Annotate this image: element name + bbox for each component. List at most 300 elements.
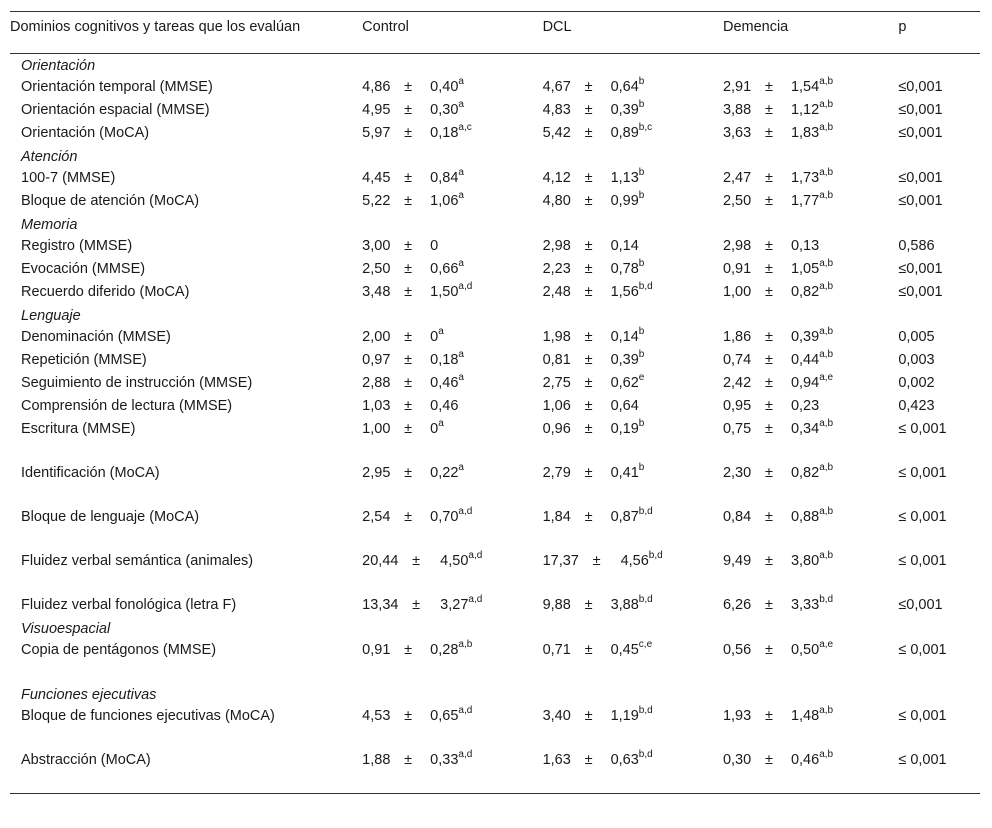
plus-minus: ±: [404, 329, 413, 345]
mean-value: 6,26: [722, 597, 752, 613]
significance-superscript: e: [638, 372, 645, 384]
significance-superscript: a: [458, 372, 464, 384]
sd-value: 0,23: [790, 398, 820, 414]
sd-value: 0,46: [430, 398, 459, 414]
mean-value: 5,22: [362, 193, 391, 209]
plus-minus: ±: [404, 125, 413, 141]
sd-value: 0,64: [610, 79, 639, 95]
table-body: [10, 54, 980, 794]
table-row: [10, 281, 980, 304]
cell-control: [362, 550, 542, 594]
cell-dem: [723, 594, 898, 617]
sd-value: 3,27: [440, 597, 469, 613]
significance-superscript: b: [638, 167, 645, 179]
significance-superscript: a,b: [458, 639, 473, 651]
significance-superscript: a,e: [819, 372, 834, 384]
row-label: Evocación (MMSE): [21, 261, 146, 277]
row-label: Orientación (MoCA): [21, 125, 150, 141]
significance-superscript: a,e: [819, 639, 834, 651]
plus-minus: ±: [404, 398, 413, 414]
table-row: [10, 372, 980, 395]
mean-value: 1,03: [362, 398, 391, 414]
mean-value: 1,93: [722, 708, 752, 724]
mean-value: 1,84: [542, 509, 571, 525]
plus-minus: ±: [404, 375, 413, 391]
mean-value: 2,98: [722, 238, 752, 254]
plus-minus: ±: [584, 352, 593, 368]
significance-superscript: a: [458, 462, 464, 474]
significance-superscript: a,b: [819, 326, 834, 338]
cell-dcl: [543, 76, 723, 99]
table-row: [10, 639, 980, 683]
mean-value: 0,81: [542, 352, 571, 368]
cell-dem: [723, 705, 898, 749]
significance-superscript: a,d: [458, 281, 473, 293]
cell-dem: [723, 326, 898, 349]
cell-dcl: [543, 258, 723, 281]
plus-minus: ±: [764, 708, 773, 724]
plus-minus: ±: [404, 708, 413, 724]
header-row: [10, 12, 980, 54]
plus-minus: ±: [412, 553, 421, 569]
cell-dem: [723, 418, 898, 462]
significance-superscript: a,b: [819, 99, 834, 111]
significance-superscript: a,d: [458, 705, 473, 717]
row-label: Abstracción (MoCA): [21, 752, 151, 768]
sd-value: 4,56: [620, 553, 649, 569]
results-table: [10, 11, 980, 794]
plus-minus: ±: [404, 642, 413, 658]
mean-value: 2,91: [722, 79, 752, 95]
sd-value: 1,05: [790, 261, 820, 277]
p-value: ≤0,001: [898, 102, 943, 118]
mean-value: 4,80: [542, 193, 571, 209]
mean-value: 0,84: [722, 509, 752, 525]
section-row: [10, 213, 980, 235]
cell-dcl: [543, 349, 723, 372]
cell-dcl: [543, 594, 723, 617]
mean-value: 2,75: [542, 375, 571, 391]
sd-value: 1,73: [790, 170, 820, 186]
section-title: Visuoespacial: [21, 621, 111, 637]
cell-dem: [723, 462, 898, 506]
sd-value: 1,50: [430, 284, 459, 300]
plus-minus: ±: [764, 170, 773, 186]
table-row: [10, 99, 980, 122]
cell-dem: [723, 235, 898, 258]
cell-control: [362, 235, 542, 258]
plus-minus: ±: [584, 465, 593, 481]
p-value: ≤0,001: [898, 284, 943, 300]
section-title: Lenguaje: [21, 308, 81, 324]
row-label: Orientación temporal (MMSE): [21, 79, 213, 95]
sd-value: 0,22: [430, 465, 459, 481]
cell-dem: [723, 749, 898, 794]
significance-superscript: a,b: [819, 190, 834, 202]
significance-superscript: a,b: [819, 550, 834, 562]
cell-control: [362, 281, 542, 304]
cell-dem: [723, 349, 898, 372]
sd-value: 1,83: [790, 125, 820, 141]
sd-value: 1,06: [430, 193, 459, 209]
sd-value: 0,82: [790, 284, 820, 300]
row-label: Fluidez verbal fonológica (letra F): [21, 597, 237, 613]
sd-value: 0,34: [790, 421, 820, 437]
section-title: Atención: [21, 149, 78, 165]
plus-minus: ±: [584, 170, 593, 186]
significance-superscript: a: [438, 418, 444, 430]
table-row: [10, 506, 980, 550]
plus-minus: ±: [764, 284, 773, 300]
table-row: [10, 235, 980, 258]
row-label: Recuerdo diferido (MoCA): [21, 284, 190, 300]
row-label: Comprensión de lectura (MMSE): [21, 398, 233, 414]
plus-minus: ±: [764, 642, 773, 658]
cell-dem: [723, 372, 898, 395]
p-value: ≤ 0,001: [898, 553, 947, 569]
cell-dcl: [543, 705, 723, 749]
table-row: [10, 326, 980, 349]
row-label: Orientación espacial (MMSE): [21, 102, 210, 118]
p-value: ≤0,001: [898, 125, 943, 141]
plus-minus: ±: [764, 398, 773, 414]
cell-dem: [723, 395, 898, 418]
cell-control: [362, 749, 542, 794]
significance-superscript: a,d: [468, 594, 483, 606]
row-label: Escritura (MMSE): [21, 421, 136, 437]
significance-superscript: a,b: [819, 167, 834, 179]
mean-value: 2,50: [362, 261, 391, 277]
sd-value: 0,50: [790, 642, 820, 658]
mean-value: 3,88: [722, 102, 752, 118]
plus-minus: ±: [584, 509, 593, 525]
plus-minus: ±: [584, 398, 593, 414]
sd-value: 0,88: [790, 509, 820, 525]
plus-minus: ±: [584, 375, 593, 391]
mean-value: 0,74: [722, 352, 752, 368]
table-row: [10, 462, 980, 506]
plus-minus: ±: [764, 509, 773, 525]
cell-dem: [723, 190, 898, 213]
mean-value: 4,86: [362, 79, 391, 95]
p-value: ≤0,001: [898, 597, 943, 613]
significance-superscript: b: [638, 258, 645, 270]
mean-value: 3,00: [362, 238, 391, 254]
significance-superscript: a,d: [458, 506, 473, 518]
sd-value: 0,99: [610, 193, 639, 209]
cell-dem: [723, 76, 898, 99]
cell-control: [362, 506, 542, 550]
significance-superscript: a,d: [458, 749, 473, 761]
mean-value: 1,86: [722, 329, 752, 345]
row-label: Seguimiento de instrucción (MMSE): [21, 375, 253, 391]
significance-superscript: a,b: [819, 349, 834, 361]
significance-superscript: a: [438, 326, 444, 338]
mean-value: 4,83: [542, 102, 571, 118]
cell-dcl: [543, 167, 723, 190]
cell-dcl: [543, 506, 723, 550]
table-row: [10, 349, 980, 372]
sd-value: 0,46: [430, 375, 459, 391]
header-dcl: DCL: [542, 19, 572, 35]
mean-value: 3,63: [722, 125, 752, 141]
sd-value: 0,39: [610, 102, 639, 118]
significance-superscript: b: [638, 76, 645, 88]
cell-dem: [723, 167, 898, 190]
significance-superscript: b: [638, 418, 645, 430]
plus-minus: ±: [584, 79, 593, 95]
table-row: [10, 749, 980, 794]
sd-value: 1,77: [790, 193, 820, 209]
sd-value: 0: [430, 329, 439, 345]
table-row: [10, 705, 980, 749]
cell-dcl: [543, 395, 723, 418]
plus-minus: ±: [404, 752, 413, 768]
significance-superscript: a,d: [468, 550, 483, 562]
plus-minus: ±: [764, 238, 773, 254]
plus-minus: ±: [404, 509, 413, 525]
sd-value: 0,33: [430, 752, 459, 768]
section-row: [10, 683, 980, 705]
sd-value: 0,28: [430, 642, 459, 658]
significance-superscript: b,d: [819, 594, 834, 606]
cell-dcl: [543, 418, 723, 462]
table-row: [10, 594, 980, 617]
plus-minus: ±: [764, 352, 773, 368]
mean-value: 4,53: [362, 708, 391, 724]
cell-dem: [723, 506, 898, 550]
cell-control: [362, 372, 542, 395]
significance-superscript: b,d: [638, 506, 653, 518]
cell-dcl: [543, 190, 723, 213]
plus-minus: ±: [584, 284, 593, 300]
row-label: Bloque de lenguaje (MoCA): [21, 509, 200, 525]
sd-value: 0,94: [790, 375, 820, 391]
cell-control: [362, 258, 542, 281]
plus-minus: ±: [404, 170, 413, 186]
significance-superscript: b: [638, 349, 645, 361]
sd-value: 1,56: [610, 284, 639, 300]
sd-value: 4,50: [440, 553, 469, 569]
sd-value: 3,88: [610, 597, 639, 613]
mean-value: 2,23: [542, 261, 571, 277]
significance-superscript: b: [638, 190, 645, 202]
significance-superscript: a,b: [819, 506, 834, 518]
cell-dcl: [543, 639, 723, 683]
p-value: ≤ 0,001: [898, 752, 947, 768]
mean-value: 5,97: [362, 125, 391, 141]
sd-value: 1,48: [790, 708, 820, 724]
mean-value: 5,42: [542, 125, 571, 141]
sd-value: 0,66: [430, 261, 459, 277]
cell-dem: [723, 639, 898, 683]
plus-minus: ±: [404, 352, 413, 368]
cell-dem: [723, 550, 898, 594]
plus-minus: ±: [764, 421, 773, 437]
table-row: [10, 418, 980, 462]
plus-minus: ±: [764, 261, 773, 277]
sd-value: 0,18: [430, 125, 459, 141]
mean-value: 4,12: [542, 170, 571, 186]
significance-superscript: b,d: [648, 550, 663, 562]
significance-superscript: b,d: [638, 281, 653, 293]
mean-value: 2,95: [362, 465, 391, 481]
significance-superscript: b: [638, 462, 645, 474]
sd-value: 0,41: [610, 465, 639, 481]
plus-minus: ±: [764, 597, 773, 613]
cell-control: [362, 395, 542, 418]
plus-minus: ±: [404, 261, 413, 277]
plus-minus: ±: [584, 238, 593, 254]
cell-dcl: [543, 749, 723, 794]
mean-value: 2,79: [542, 465, 571, 481]
cell-dcl: [543, 550, 723, 594]
cell-control: [362, 705, 542, 749]
header-domain: Dominios cognitivos y tareas que los evalúan: [10, 19, 301, 35]
sd-value: 0,70: [430, 509, 459, 525]
significance-superscript: a: [458, 349, 464, 361]
plus-minus: ±: [592, 553, 601, 569]
significance-superscript: a: [458, 76, 464, 88]
significance-superscript: b,c: [638, 122, 653, 134]
mean-value: 0,56: [722, 642, 752, 658]
mean-value: 2,48: [542, 284, 571, 300]
significance-superscript: a: [458, 258, 464, 270]
mean-value: 2,30: [722, 465, 752, 481]
significance-superscript: a,b: [819, 281, 834, 293]
cell-dcl: [543, 372, 723, 395]
sd-value: 3,33: [790, 597, 820, 613]
section-row: [10, 617, 980, 639]
plus-minus: ±: [764, 102, 773, 118]
cell-control: [362, 639, 542, 683]
plus-minus: ±: [584, 708, 593, 724]
mean-value: 2,00: [362, 329, 391, 345]
plus-minus: ±: [764, 465, 773, 481]
cell-control: [362, 99, 542, 122]
sd-value: 0,13: [790, 238, 820, 254]
cell-control: [362, 190, 542, 213]
p-value: 0,003: [898, 352, 935, 368]
sd-value: 1,12: [790, 102, 820, 118]
sd-value: 0,39: [610, 352, 639, 368]
sd-value: 0,44: [790, 352, 820, 368]
mean-value: 9,49: [722, 553, 752, 569]
sd-value: 0,82: [790, 465, 820, 481]
section-row: [10, 54, 980, 77]
cell-control: [362, 349, 542, 372]
significance-superscript: a,b: [819, 122, 834, 134]
p-value: 0,005: [898, 329, 935, 345]
row-label: Identificación (MoCA): [21, 465, 160, 481]
sd-value: 0: [430, 238, 439, 254]
p-value: ≤ 0,001: [898, 421, 947, 437]
sd-value: 0,14: [610, 329, 639, 345]
significance-superscript: a: [458, 167, 464, 179]
table-row: [10, 395, 980, 418]
header-p: p: [898, 19, 907, 35]
mean-value: 1,06: [542, 398, 571, 414]
p-value: 0,423: [898, 398, 935, 414]
mean-value: 1,00: [362, 421, 391, 437]
cell-control: [362, 122, 542, 145]
significance-superscript: b: [638, 99, 645, 111]
plus-minus: ±: [584, 597, 593, 613]
plus-minus: ±: [404, 465, 413, 481]
p-value: ≤ 0,001: [898, 465, 947, 481]
significance-superscript: a,b: [819, 749, 834, 761]
row-label: Fluidez verbal semántica (animales): [21, 553, 254, 569]
plus-minus: ±: [584, 125, 593, 141]
mean-value: 17,37: [542, 553, 579, 569]
table-row: [10, 258, 980, 281]
sd-value: 1,13: [610, 170, 639, 186]
row-label: Bloque de atención (MoCA): [21, 193, 200, 209]
row-label: Denominación (MMSE): [21, 329, 171, 345]
cell-control: [362, 76, 542, 99]
sd-value: 0,18: [430, 352, 459, 368]
section-row: [10, 145, 980, 167]
mean-value: 1,88: [362, 752, 391, 768]
sd-value: 0,19: [610, 421, 639, 437]
header-control: Control: [362, 19, 409, 35]
mean-value: 9,88: [542, 597, 571, 613]
significance-superscript: a,c: [458, 122, 472, 134]
p-value: ≤0,001: [898, 170, 943, 186]
mean-value: 2,54: [362, 509, 391, 525]
sd-value: 0,78: [610, 261, 639, 277]
plus-minus: ±: [584, 261, 593, 277]
table-row: [10, 190, 980, 213]
mean-value: 3,48: [362, 284, 391, 300]
mean-value: 2,98: [542, 238, 571, 254]
plus-minus: ±: [764, 79, 773, 95]
plus-minus: ±: [404, 79, 413, 95]
plus-minus: ±: [764, 375, 773, 391]
mean-value: 2,50: [722, 193, 752, 209]
significance-superscript: b,d: [638, 749, 653, 761]
sd-value: 3,80: [790, 553, 820, 569]
cell-dem: [723, 122, 898, 145]
header-demencia: Demencia: [722, 19, 789, 35]
plus-minus: ±: [764, 553, 773, 569]
plus-minus: ±: [404, 421, 413, 437]
mean-value: 0,91: [362, 642, 391, 658]
mean-value: 1,98: [542, 329, 571, 345]
sd-value: 0,64: [610, 398, 639, 414]
mean-value: 1,00: [722, 284, 752, 300]
plus-minus: ±: [404, 102, 413, 118]
sd-value: 0,87: [610, 509, 639, 525]
row-label: Registro (MMSE): [21, 238, 133, 254]
sd-value: 0,63: [610, 752, 639, 768]
significance-superscript: a,b: [819, 76, 834, 88]
table-row: [10, 76, 980, 99]
row-label: 100-7 (MMSE): [21, 170, 116, 186]
row-label: Copia de pentágonos (MMSE): [21, 642, 217, 658]
cell-dcl: [543, 235, 723, 258]
plus-minus: ±: [584, 329, 593, 345]
sd-value: 0,39: [790, 329, 820, 345]
mean-value: 4,95: [362, 102, 391, 118]
significance-superscript: a: [458, 190, 464, 202]
cell-dcl: [543, 462, 723, 506]
sd-value: 0,84: [430, 170, 459, 186]
section-row: [10, 304, 980, 326]
cell-control: [362, 418, 542, 462]
plus-minus: ±: [584, 102, 593, 118]
plus-minus: ±: [412, 597, 421, 613]
